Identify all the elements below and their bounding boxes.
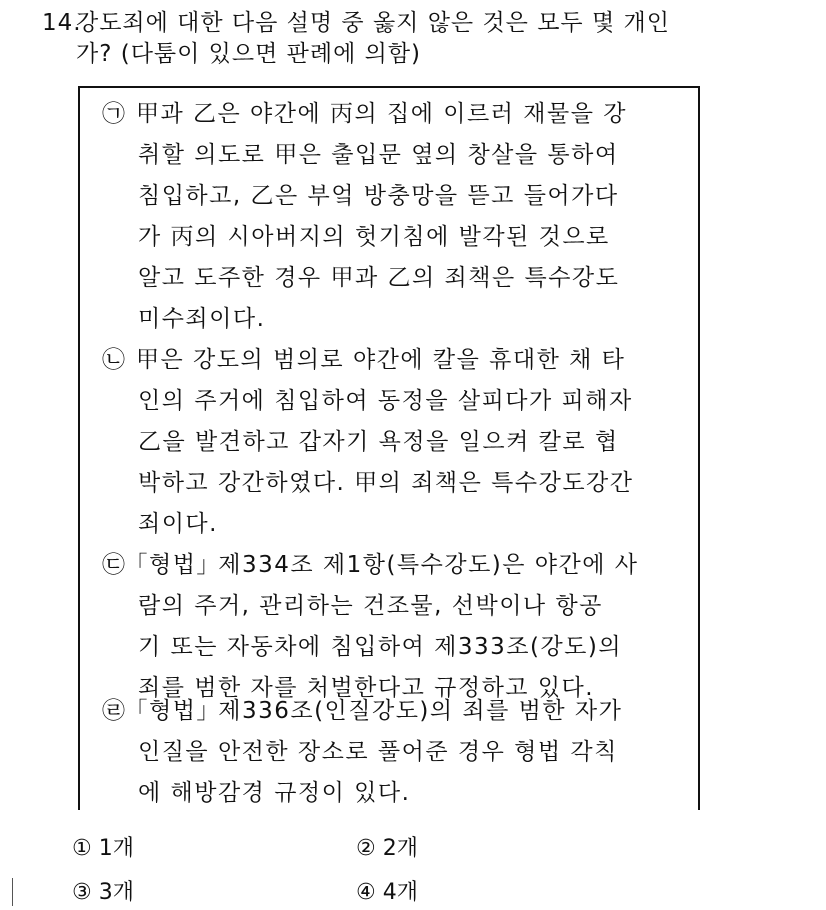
statement-line: 람의 주거, 관리하는 건조물, 선박이나 항공 [138,593,603,619]
statement-line: 죄를 범한 자를 처벌한다고 규정하고 있다. [138,675,595,701]
question-text-line2: 가? (다툼이 있으면 판례에 의함) [76,41,422,67]
statement-mark: ㉢ [102,552,127,578]
statement-line: 가 丙의 시아버지의 헛기침에 발각된 것으로 [138,224,610,250]
statement-mark: ㉠ [102,101,127,127]
option-label: 1개 [98,836,134,861]
option-label: 2개 [382,836,418,861]
statement-line: 甲과 乙은 야간에 丙의 집에 이르러 재물을 강 [136,101,627,127]
statement-4 [102,691,682,814]
option-mark: ③ [72,880,92,905]
statement-line: 알고 도주한 경우 甲과 乙의 죄책은 특수강도 [138,265,620,291]
statement-line: 乙을 발견하고 갑자기 욕정을 일으켜 칼로 협 [138,429,619,455]
option-mark: ② [356,836,376,861]
statement-line: 박하고 강간하였다. 甲의 죄책은 특수강도강간 [138,470,634,496]
statement-2 [102,340,682,545]
statement-mark: ㉣ [102,698,127,724]
statement-1 [102,94,682,340]
question-number: 14. [42,10,82,36]
statement-3 [102,545,682,709]
option-label: 4개 [382,880,418,905]
option-2[interactable] [356,834,418,864]
margin-line [12,878,13,906]
statements-box [78,86,700,810]
statement-line: 침입하고, 乙은 부엌 방충망을 뜯고 들어가다 [138,183,619,209]
statement-line: 甲은 강도의 범의로 야간에 칼을 휴대한 채 타 [136,347,626,373]
statement-line: 에 해방감경 규정이 있다. [138,780,411,806]
statement-line: 기 또는 자동차에 침입하여 제333조(강도)의 [138,634,623,660]
statement-line: 죄이다. [138,511,218,537]
option-label: 3개 [98,880,134,905]
statement-line: 인의 주거에 침입하여 동정을 살피다가 피해자 [138,388,633,414]
statement-line: ｢형법｣ 제334조 제1항(특수강도)은 야간에 사 [136,552,639,578]
option-mark: ① [72,836,92,861]
option-mark: ④ [356,880,376,905]
option-4[interactable] [356,878,418,908]
question-text-line1: 강도죄에 대한 다음 설명 중 옳지 않은 것은 모두 몇 개인 [76,10,670,36]
option-3[interactable] [72,878,134,908]
statement-mark: ㉡ [102,347,127,373]
statement-line: 취할 의도로 甲은 출입문 옆의 창살을 통하여 [138,142,619,168]
option-1[interactable] [72,834,134,864]
statement-line: ｢형법｣ 제336조(인질강도)의 죄를 범한 자가 [136,698,623,724]
statement-line: 미수죄이다. [138,306,266,332]
question-stem [42,8,812,70]
statement-line: 인질을 안전한 장소로 풀어준 경우 형법 각칙 [138,739,618,765]
